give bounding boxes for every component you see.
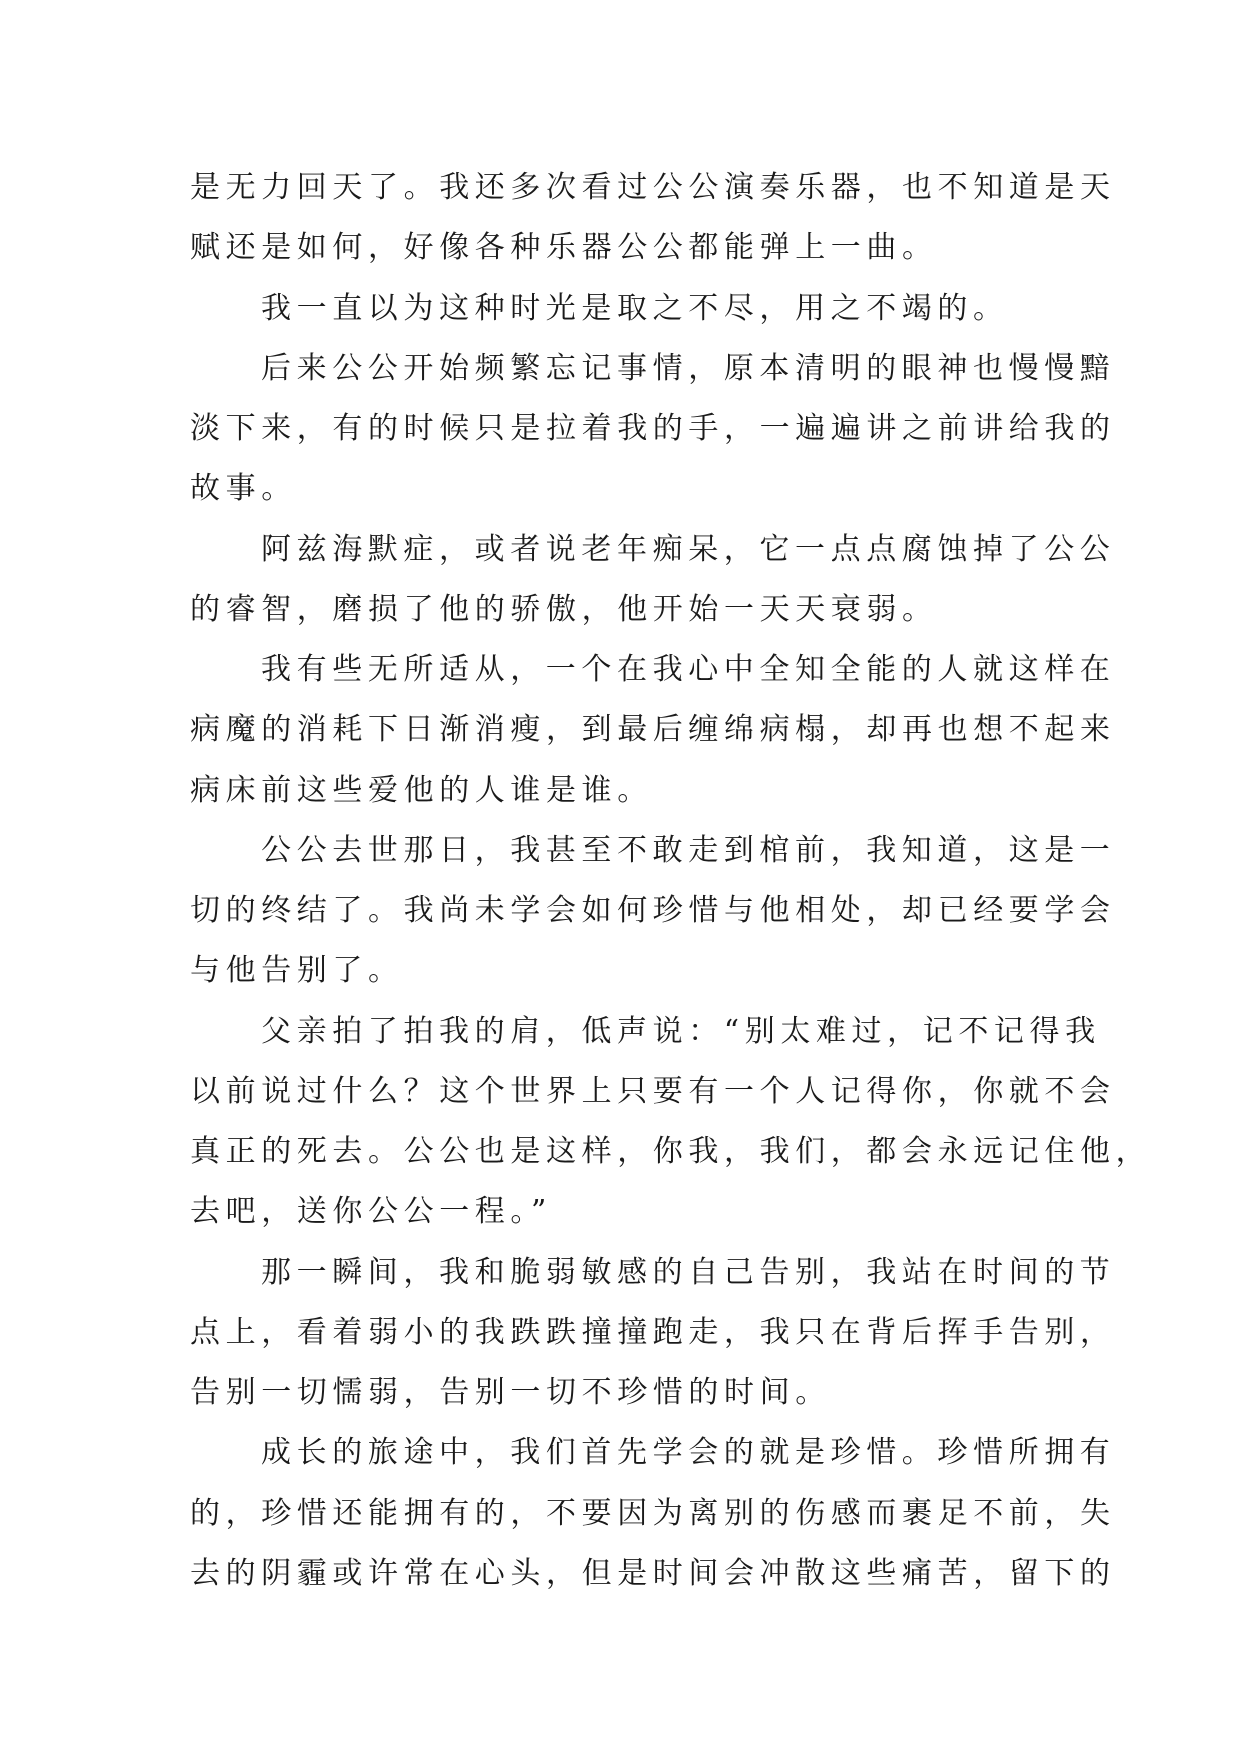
paragraph-first-line: 那一瞬间，我和脆弱敏感的自己告别，我站在时间的节 — [261, 1254, 1116, 1290]
text-line: 去吧，送你公公一程。” — [190, 1194, 552, 1230]
text-line: 与他告别了。 — [190, 953, 404, 989]
text-line: 病魔的消耗下日渐消瘦，到最后缠绵病榻，却再也想不起来 — [190, 712, 1116, 748]
paragraph-first-line: 公公去世那日，我甚至不敢走到棺前，我知道，这是一 — [261, 832, 1116, 868]
paragraph-first-line: 我有些无所适从，一个在我心中全知全能的人就这样在 — [261, 652, 1116, 687]
text-line: 切的终结了。我尚未学会如何珍惜与他相处，却已经要学会 — [190, 893, 1116, 928]
text-line: 是无力回天了。我还多次看过公公演奏乐器，也不知道是天 — [190, 170, 1116, 205]
paragraph-first-line: 阿兹海默症，或者说老年痴呆，它一点点腐蚀掉了公公 — [261, 531, 1116, 567]
text-line: 真正的死去。公公也是这样，你我，我们，都会永远记住他， — [190, 1134, 1152, 1169]
text-line: 故事。 — [190, 471, 297, 507]
text-line: 的，珍惜还能拥有的，不要因为离别的伤感而裹足不前，失 — [190, 1495, 1116, 1531]
document-body — [190, 158, 1152, 1604]
paragraph-first-line: 我一直以为这种时光是取之不尽，用之不竭的。 — [261, 290, 1009, 326]
text-line: 病床前这些爱他的人谁是谁。 — [190, 772, 653, 808]
text-line: 点上，看着弱小的我跌跌撞撞跑走，我只在背后挥手告别， — [190, 1314, 1116, 1350]
paragraph-first-line: 后来公公开始频繁忘记事情，原本清明的眼神也慢慢黯 — [261, 350, 1116, 386]
text-line: 的睿智，磨损了他的骄傲，他开始一天天衰弱。 — [190, 591, 938, 627]
paragraph-first-line: 成长的旅途中，我们首先学会的就是珍惜。珍惜所拥有 — [261, 1435, 1116, 1471]
text-line: 以前说过什么？这个世界上只要有一个人记得你，你就不会 — [190, 1073, 1116, 1109]
paragraph-first-line: 父亲拍了拍我的肩，低声说：“别太难过，记不记得我 — [261, 1013, 1101, 1049]
text-line: 赋还是如何，好像各种乐器公公都能弹上一曲。 — [190, 230, 938, 266]
text-line: 去的阴霾或许常在心头，但是时间会冲散这些痛苦，留下的 — [190, 1555, 1116, 1591]
text-line: 淡下来，有的时候只是拉着我的手，一遍遍讲之前讲给我的 — [190, 411, 1116, 446]
text-line: 告别一切懦弱，告别一切不珍惜的时间。 — [190, 1375, 831, 1410]
